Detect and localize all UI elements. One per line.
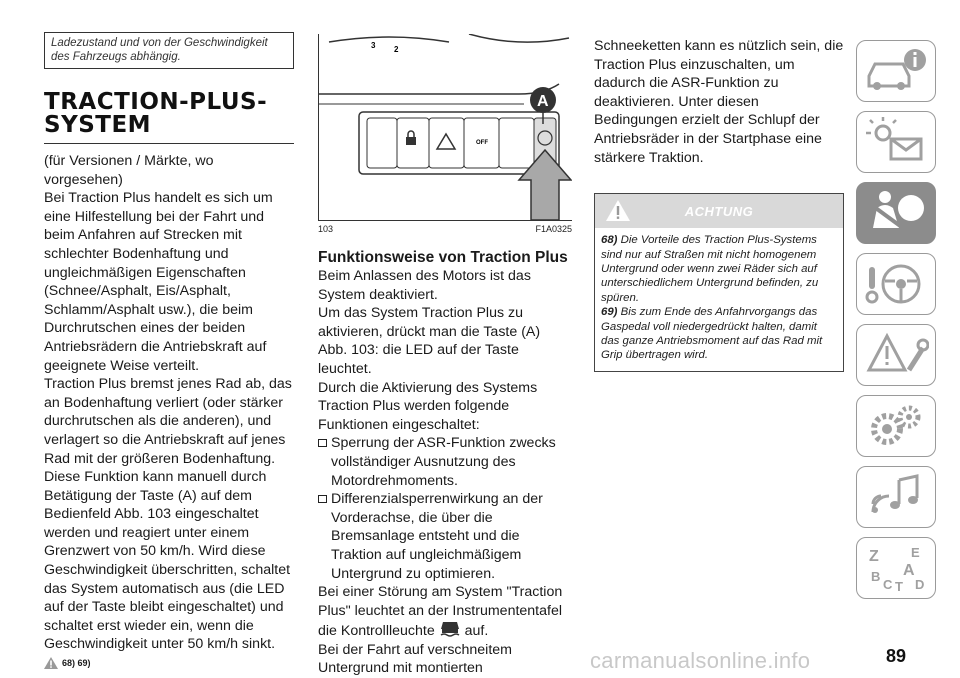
dial-label-2: 2 [394, 45, 399, 54]
section-title-line-1: TRACTION-PLUS- [44, 89, 268, 115]
right-column [594, 0, 844, 372]
asr-off-text: OFF [476, 140, 488, 146]
left-column [44, 0, 294, 669]
dial-label-3: 3 [371, 41, 376, 50]
paragraph-snow-chains: Schneeketten kann es nützlich sein, die Traction Plus einzuschalten, um dadurch die ASR-Funktion zu deaktivieren. Unter diesen Bedingungen erzielt der Schlupf der Antriebsräder in der Startphase eine stärkere Traktion. [594, 38, 844, 166]
gears-maintenance-icon [863, 401, 929, 451]
tab-safety[interactable] [856, 182, 936, 244]
page-number: 89 [886, 646, 907, 666]
warning-text: Die Vorteile des Traction Plus-Systems sind nur auf Straßen mit nicht homogenem Untergrund oder wenn zwei Räder sich auf unterschiedlichem Untergrund befinden, zu spüren. [601, 234, 819, 304]
tab-multimedia[interactable] [856, 466, 936, 528]
middle-body-text [318, 267, 572, 678]
tab-starting-driving[interactable] [856, 253, 936, 315]
index-letter: Z [869, 548, 879, 565]
section-title [44, 91, 294, 137]
control-panel-illustration [319, 34, 572, 220]
tab-emergency[interactable] [856, 324, 936, 386]
chapter-tabs [856, 40, 936, 608]
index-letter: C [883, 577, 893, 592]
index-letter: B [871, 569, 881, 584]
warning-triangle-wrench-icon [863, 330, 929, 380]
alphabet-index-icon [863, 543, 929, 593]
warning-item-69 [601, 305, 837, 363]
paragraph-functions: Durch die Aktivierung des Systems Traction Plus werden folgende Funktionen eingeschaltet: [318, 379, 538, 433]
title-divider [44, 143, 294, 144]
warning-number: 69) [601, 306, 618, 319]
index-letter: D [915, 577, 925, 592]
bullet-text-differential: Differenzialsperrenwirkung an der Vorderachse, die über die Bremsanlage entsteht und die Traktion auf ungleichmäßigem Untergrund zu optimieren. [331, 491, 543, 582]
figure-caption [318, 224, 572, 234]
warning-box [594, 193, 844, 372]
car-info-icon [863, 46, 929, 96]
right-body-text [594, 37, 844, 167]
paragraph-braking: Traction Plus bremst jenes Rad ab, das an Bodenhaftung verliert (oder stärker durchrutschen als die anderen), und verlagert so die Antriebskraft auf jenes Rad mit der größeren Bodenhaftung. [44, 376, 292, 467]
continued-note-text: Ladezustand und von der Geschwindigkeit des Fahrzeugs abhängig. [51, 37, 268, 63]
subsection-title: Funktionsweise von Traction Plus [318, 249, 568, 266]
malfunction-text: Bei einer Störung am System "Traction Plus" leuchtet an der Instrumententafel die Kontrollleuchte [318, 584, 563, 640]
warning-reference [44, 657, 294, 669]
index-letter: A [903, 562, 915, 579]
bullet-item [318, 434, 572, 490]
paragraph-engine-start: Beim Anlassen des Motors ist das System deaktiviert. [318, 268, 531, 303]
warning-header [595, 194, 843, 228]
warning-reference-numbers: 68) 69) [62, 658, 91, 669]
warning-text: Bis zum Ende des Anfahrvorgangs das Gaspedal voll niedergedrückt halten, damit das ganze Antriebsmoment auf das Rad mit Grip übertragen wird. [601, 306, 823, 362]
figure-code: F1A0325 [535, 224, 572, 234]
section-title-line-2: SYSTEM [44, 112, 152, 138]
paragraph-malfunction [318, 583, 572, 641]
warning-number: 68) [601, 234, 618, 247]
seatbelt-airbag-icon [863, 188, 929, 238]
paragraph-intro: Bei Traction Plus handelt es sich um eine Hilfestellung bei der Fahrt und beim Anfahren auf Strecken mit schlechter Bodenhaftung und ungleichmäßigen Eigenschaften (Schnee/Asphalt, Eis/Asphalt, Schlamm/Asphalt usw.), die beim Durchrutschen eines der beiden Antriebsrädern die Antriebskraft auf geeignete Weise verteilt. [44, 190, 273, 374]
callout-a: A [537, 93, 549, 110]
bullet-square-icon [318, 439, 327, 447]
warning-title: ACHTUNG [684, 203, 754, 219]
tab-vehicle-info[interactable] [856, 40, 936, 102]
tab-dashboard[interactable] [856, 111, 936, 173]
middle-column [318, 0, 572, 678]
left-body-text [44, 152, 294, 654]
paragraph-manual-activation: Diese Funktion kann manuell durch Betätigung der Taste (A) auf dem Bedienfeld Abb. 103 eingeschaltet werden und reagiert unter einem Grenzwert von 50 km/h. Wird diese Geschwindigkeit überschritten, schaltet das System automatisch aus (die LED auf der Taste bleibt eingeschaltet) und schaltet erst wieder ein, wenn die Geschwindigkeit unter 50 km/h sinkt. [44, 469, 291, 653]
tab-maintenance[interactable] [856, 395, 936, 457]
figure-103 [318, 34, 572, 221]
dashboard-lights-icon [863, 117, 929, 167]
paragraph-snow: Bei der Fahrt auf verschneitem Untergrund mit montierten [318, 641, 512, 677]
index-letter: T [895, 579, 903, 593]
paragraph-activation: Um das System Traction Plus zu aktivieren, drückt man die Taste (A) Abb. 103: die LED auf der Taste leuchtet. [318, 305, 541, 377]
steering-wheel-key-icon [863, 259, 929, 309]
bullet-square-icon [318, 495, 327, 503]
warning-triangle-icon [605, 199, 631, 222]
paragraph-versions: (für Versionen / Märkte, wo vorgesehen) [44, 153, 214, 188]
bullet-item [318, 490, 572, 583]
warning-body [595, 228, 843, 371]
bullet-text-asr: Sperrung der ASR-Funktion zwecks vollständiger Ausnutzung des Motordrehmoments. [331, 435, 556, 489]
warning-item-68 [601, 233, 837, 305]
continued-note [44, 32, 294, 69]
index-letter: E [911, 545, 920, 560]
warning-triangle-icon [44, 657, 58, 669]
malfunction-text-end: auf. [464, 623, 489, 640]
multimedia-icon [863, 472, 929, 522]
figure-number: 103 [318, 224, 334, 234]
tab-index[interactable] [856, 537, 936, 599]
watermark: carmanualsonline.info [590, 648, 811, 673]
traction-warning-light-icon [439, 620, 461, 638]
